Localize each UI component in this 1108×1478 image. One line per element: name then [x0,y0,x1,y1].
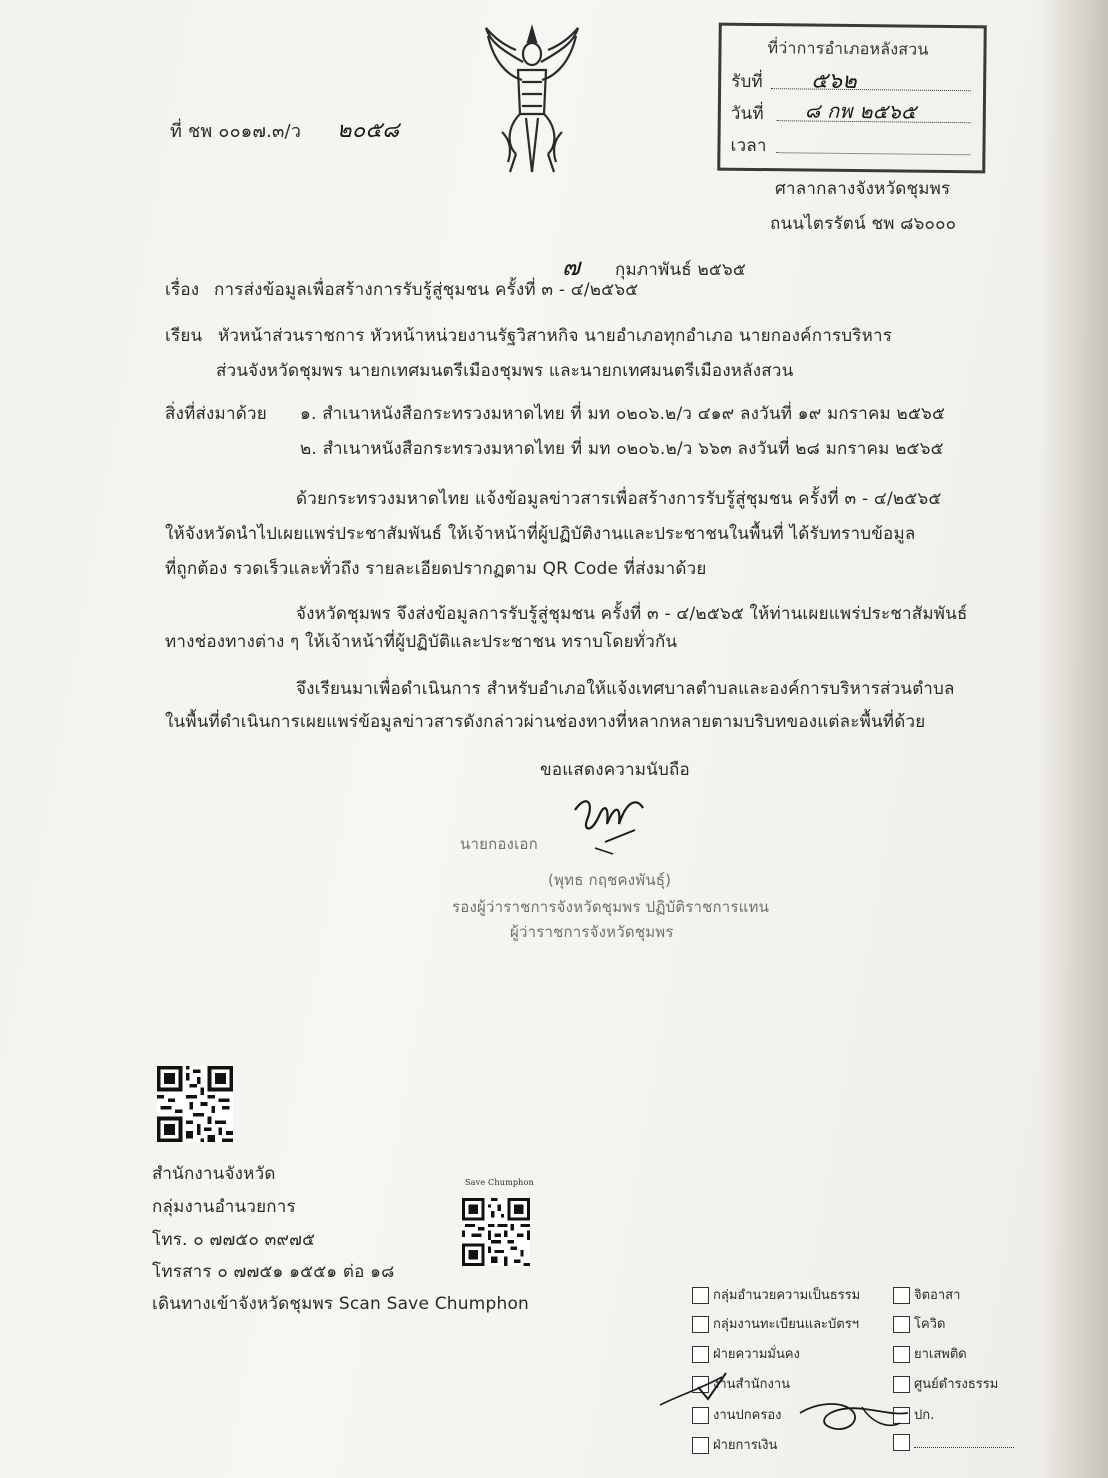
route-label: กลุ่มงานทะเบียนและบัตรฯ [713,1317,859,1332]
signer-name: (พุทธ กฤชคงพันธุ์) [548,871,672,889]
paragraph-3-line-2: ในพื้นที่ดำเนินการเผยแพร่ข้อมูลข่าวสารดังกล่าวผ่านช่องทางที่หลากหลายตามบริบทของแต่ละพื้นที่ด้วย [165,712,926,732]
date-month-year: กุมภาพันธ์ ๒๕๖๕ [615,260,746,280]
checkbox-icon [893,1287,910,1304]
stamp-time-label: เวลา [730,135,767,157]
route-label: ฝ่ายความมั่นคง [713,1347,800,1362]
paragraph-3-line-1: จึงเรียนมาเพื่อดำเนินการ สำหรับอำเภอให้แจ้งเทศบาลตำบลและองค์การบริหารส่วนตำบล [296,679,955,699]
signer-title-1: รองผู้ว่าราชการจังหวัดชุมพร ปฏิบัติราชการแทน [452,898,770,916]
paragraph-1-line-3: ที่ถูกต้อง รวดเร็วและทั่วถึง รายละเอียดปรากฏตาม QR Code ที่ส่งมาด้วย [165,559,707,579]
route-label: ปก. [914,1408,935,1423]
checkbox-icon [692,1316,709,1333]
garuda-emblem-icon [482,22,582,184]
date-day-handwritten: ๗ [562,253,581,281]
handwritten-signature [565,790,665,860]
receipt-stamp [717,23,987,174]
stamp-recv-line [771,88,971,91]
checkbox-icon [893,1316,910,1333]
checkbox-icon [893,1346,910,1363]
route-label: ฝ่ายการเงิน [713,1438,778,1453]
stamp-time-line [776,152,970,155]
enclosure-2: ๒. สำเนาหนังสือกระทรวงมหาดไทย ที่ มท ๐๒๐๖.๒/ว ๖๖๓ ลงวันที่ ๒๘ มกราคม ๒๕๖๕ [300,439,944,459]
route-label: งานปกครอง [713,1408,782,1423]
route-label: ศูนย์ดำรงธรรม [914,1377,999,1392]
to-line-1: หัวหน้าส่วนราชการ หัวหน้าหน่วยงานรัฐวิสาหกิจ นายอำเภอทุกอำเภอ นายกองค์การบริหาร [218,326,893,346]
checkmark-and-initials [650,1365,920,1455]
blank-route-line [914,1447,1014,1448]
route-checkbox-2[interactable] [692,1313,859,1334]
footer-division: กลุ่มงานอำนวยการ [152,1197,296,1217]
page-edge-shadow [1038,0,1108,1478]
route-label: งานสำนักงาน [713,1377,791,1392]
route-checkbox-9[interactable] [893,1343,967,1364]
stamp-recv-value: ๕๖๒ [811,68,858,95]
paragraph-2-line-1: จังหวัดชุมพร จึงส่งข้อมูลการรับรู้สู่ชุมชน ครั้งที่ ๓ - ๔/๒๕๖๕ ให้ท่านเผยแพร่ประชาสัมพันธ์ [296,604,968,624]
signer-title-2: ผู้ว่าราชการจังหวัดชุมพร [510,923,674,941]
checkbox-icon [692,1287,709,1304]
route-checkbox-3[interactable] [692,1343,800,1364]
route-label: โควิด [914,1317,946,1332]
office-name: ศาลากลางจังหวัดชุมพร [775,179,951,199]
stamp-date-value: ๘ กพ ๒๕๖๕ [804,98,917,124]
office-address: ถนนไตรรัตน์ ชพ ๘๖๐๐๐ [770,214,957,234]
enclosure-1: ๑. สำเนาหนังสือกระทรวงมหาดไทย ที่ มท ๐๒๐๖.๒/ว ๔๑๙ ลงวันที่ ๑๙ มกราคม ๒๕๖๕ [300,404,946,424]
footer-fax: โทรสาร ๐ ๗๗๕๑ ๑๕๕๑ ต่อ ๑๘ [152,1262,395,1282]
closing-text: ขอแสดงความนับถือ [540,760,690,780]
reference-number: ที่ ชพ ๐๐๑๗.๓/ว [170,121,302,142]
route-label: จิตอาสา [914,1288,961,1303]
footer-telephone: โทร. ๐ ๗๗๕๐ ๓๙๗๕ [152,1230,316,1250]
paragraph-2-line-2: ทางช่องทางต่าง ๆ ให้เจ้าหน้าที่ผู้ปฏิบัติและประชาชน ทราบโดยทั่วกัน [165,632,678,652]
subject-text: การส่งข้อมูลเพื่อสร้างการรับรู้สู่ชุมชน ครั้งที่ ๓ - ๔/๒๕๖๕ [214,280,639,300]
signer-rank: นายกองเอก [460,835,538,853]
footer-department: สำนักงานจังหวัด [152,1164,276,1184]
qr-code [157,1066,233,1142]
qr-caption: Save Chumphon [465,1178,534,1187]
reference-number-handwritten: ๒๐๕๘ [337,118,400,143]
stamp-recv-label: รับที่ [731,71,764,93]
paragraph-1-line-1: ด้วยกระทรวงมหาดไทย แจ้งข้อมูลข่าวสารเพื่อสร้างการรับรู้สู่ชุมชน ครั้งที่ ๓ - ๔/๒๕๖๕ [296,489,942,509]
to-label: เรียน [165,326,203,346]
checkbox-icon [692,1346,709,1363]
save-chumphon-qr-code [462,1198,530,1266]
route-label: กลุ่มอำนวยความเป็นธรรม [713,1288,861,1303]
footer-tagline: เดินทางเข้าจังหวัดชุมพร Scan Save Chumphon [152,1294,530,1314]
route-checkbox-7[interactable] [893,1284,960,1305]
subject-label: เรื่อง [165,280,200,300]
route-label: ยาเสพติด [914,1347,967,1362]
route-checkbox-8[interactable] [893,1313,945,1334]
stamp-title: ที่ว่าการอำเภอหลังสวน [767,38,929,59]
paragraph-1-line-2: ให้จังหวัดนำไปเผยแพร่ประชาสัมพันธ์ ให้เจ้าหน้าที่ผู้ปฏิบัติงานและประชาชนในพื้นที่ ได้รับทราบข้อมูล [165,524,916,544]
route-checkbox-1[interactable] [692,1284,860,1305]
to-line-2: ส่วนจังหวัดชุมพร นายกเทศมนตรีเมืองชุมพร และนายกเทศมนตรีเมืองหลังสวน [216,361,794,381]
stamp-date-label: วันที่ [730,103,764,125]
enclosures-label: สิ่งที่ส่งมาด้วย [165,404,267,424]
